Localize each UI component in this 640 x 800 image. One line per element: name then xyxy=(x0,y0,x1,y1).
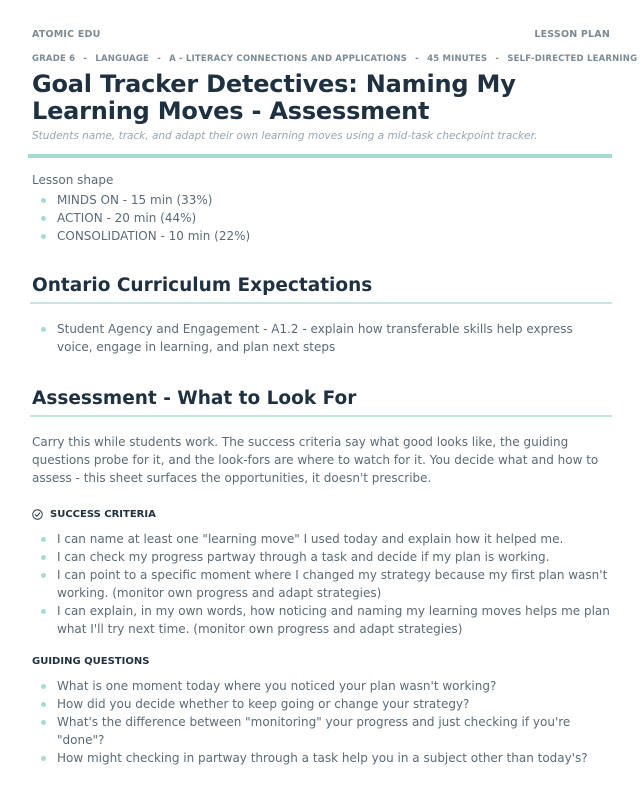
success-criteria-heading: SUCCESS CRITERIA xyxy=(50,509,156,520)
brand-name: ATOMIC EDU xyxy=(32,29,101,40)
title-divider xyxy=(28,154,612,158)
guiding-questions-list xyxy=(32,677,610,767)
curriculum-section xyxy=(32,275,610,356)
section-divider xyxy=(30,302,612,304)
list-item: I can name at least one "learning move" I used today and explain how it helped me. xyxy=(32,530,610,548)
success-criteria-list xyxy=(32,530,610,638)
meta-focus: SELF-DIRECTED LEARNING xyxy=(507,54,638,64)
lesson-shape-label: Lesson shape xyxy=(32,173,114,187)
lesson-meta xyxy=(32,54,638,64)
meta-strand: A - LITERACY CONNECTIONS AND APPLICATIONS xyxy=(169,54,407,64)
list-item: MINDS ON - 15 min (33%) xyxy=(32,191,610,209)
list-item: I can point to a specific moment where I changed my strategy because my first plan wasn't working. (monitor own progress and adapt strategies) xyxy=(32,566,610,602)
page-title: Goal Tracker Detectives: Naming My Learning Moves - Assessment xyxy=(32,70,516,125)
list-item: Student Agency and Engagement - A1.2 - explain how transferable skills help express voice, engage in learning, and plan next steps xyxy=(32,320,610,356)
list-item: What's the difference between "monitoring" your progress and just checking if you're "done"? xyxy=(32,713,610,749)
assessment-heading: Assessment - What to Look For xyxy=(32,388,357,409)
lesson-shape-list xyxy=(32,191,610,245)
list-item: ACTION - 20 min (44%) xyxy=(32,209,610,227)
meta-duration: 45 MINUTES xyxy=(427,54,488,64)
section-divider xyxy=(30,415,612,417)
top-bar xyxy=(32,0,610,40)
list-item: I can explain, in my own words, how noticing and naming my learning moves helps me plan what I'll try next time. (monitor own progress and adapt strategies) xyxy=(32,602,610,638)
list-item: CONSOLIDATION - 10 min (22%) xyxy=(32,227,610,245)
document-type: LESSON PLAN xyxy=(534,29,610,40)
meta-separator: - xyxy=(415,54,419,64)
meta-separator: - xyxy=(157,54,161,64)
list-item: How might checking in partway through a task help you in a subject other than today's? xyxy=(32,749,610,767)
meta-grade: GRADE 6 xyxy=(32,54,76,64)
list-item: I can check my progress partway through a task and decide if my plan is working. xyxy=(32,548,610,566)
success-criteria-heading-row xyxy=(32,509,610,520)
curriculum-heading: Ontario Curriculum Expectations xyxy=(32,275,373,296)
assessment-intro: Carry this while students work. The success criteria say what good looks like, the guiding questions probe for it, and the look-fors are where to watch for it. You decide what and how to assess - this sheet surfaces the opportunities, it doesn't prescribe. xyxy=(32,435,599,485)
curriculum-list xyxy=(32,320,610,356)
check-circle-icon xyxy=(32,509,43,520)
guiding-questions-heading: GUIDING QUESTIONS xyxy=(32,656,150,667)
meta-separator: - xyxy=(495,54,500,64)
page-subtitle: Students name, track, and adapt their own learning moves using a mid-task checkpoint tracker. xyxy=(32,130,538,142)
assessment-section xyxy=(32,388,610,767)
list-item: How did you decide whether to keep going or change your strategy? xyxy=(32,695,610,713)
meta-separator: - xyxy=(83,54,88,64)
meta-subject: LANGUAGE xyxy=(95,54,150,64)
list-item: What is one moment today where you noticed your plan wasn't working? xyxy=(32,677,610,695)
